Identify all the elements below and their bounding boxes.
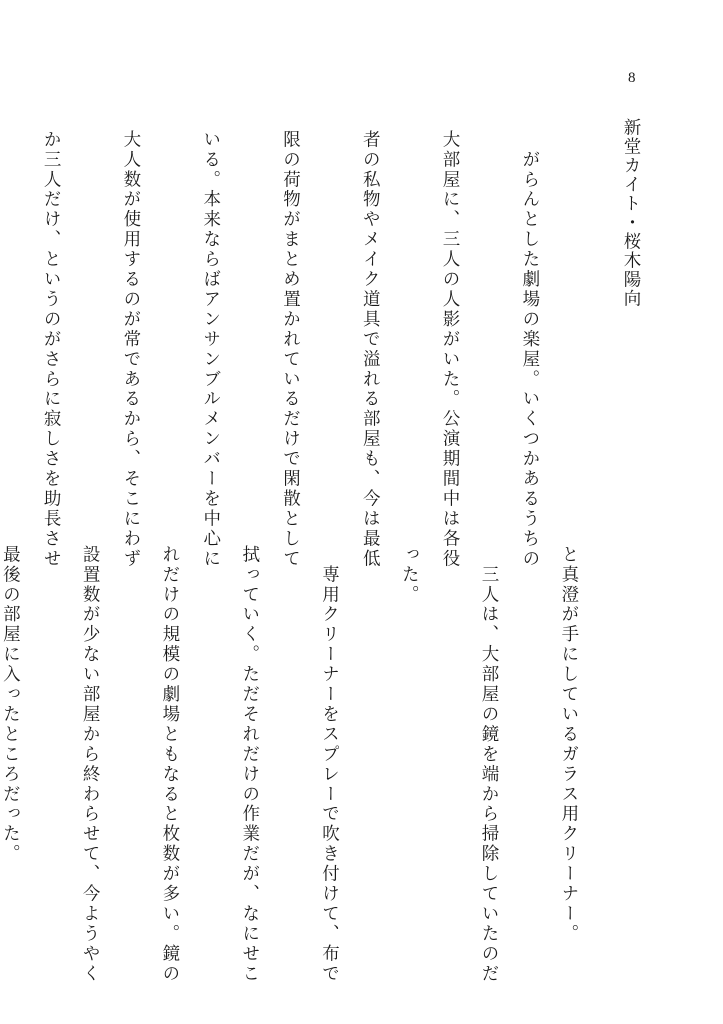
text-line: がらんとした劇場の楽屋。いくつかあるうちの: [519, 130, 540, 569]
text-line: れだけの規模の劇場ともなると枚数が多い。鏡の: [159, 545, 180, 984]
text-line: 設置数が少ない部屋から終わらせて、今ようやく: [80, 545, 101, 984]
page-number: 8: [628, 70, 636, 86]
text-line: 大部屋に、三人の人影がいた。公演期間中は各役: [440, 130, 461, 569]
body-text-upper: [0, 130, 596, 569]
text-line: か三人だけ、というのがさらに寂しさを助長させ: [41, 130, 62, 569]
body-text-lower: [0, 545, 635, 984]
text-line: いる。本来ならばアンサンブルメンバーを中心に: [200, 130, 221, 569]
text-line: と真澄が手にしているガラス用クリーナー。: [558, 545, 579, 944]
text-line: 拭っていく。ただそれだけの作業だが、なにせこ: [239, 545, 260, 984]
text-line: 限の荷物がまとめ置かれているだけで閑散として: [280, 130, 301, 569]
text-line: 者の私物やメイク道具で溢れる部屋も、今は最低: [360, 130, 381, 569]
text-line: 専用クリーナーをスプレーで吹き付けて、布で: [319, 545, 340, 984]
chapter-title: 新堂カイト・桜木陽向: [621, 118, 641, 308]
text-line: った。: [399, 545, 420, 605]
text-line: 三人は、大部屋の鏡を端から掃除していたのだ: [479, 545, 500, 984]
text-line: 大人数が使用するのが常であるから、そこにわず: [120, 130, 141, 569]
text-line: 最後の部屋に入ったところだった。: [0, 545, 21, 865]
